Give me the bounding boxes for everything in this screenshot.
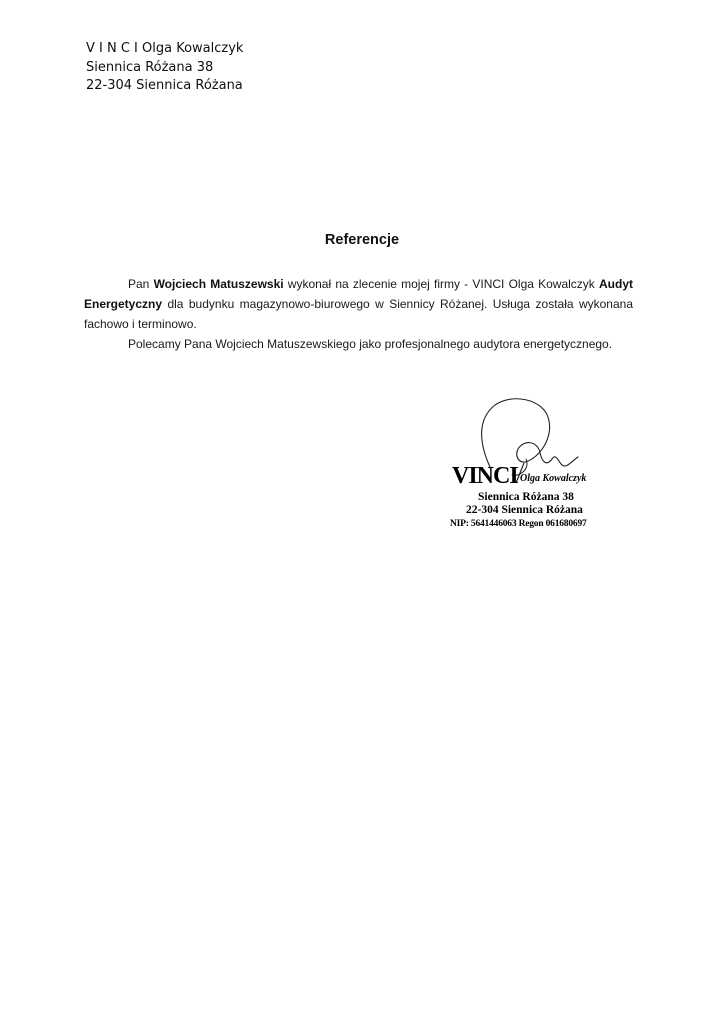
text-run: Pan — [128, 277, 154, 291]
paragraph-1 — [84, 274, 633, 334]
stamp-tax-ids: NIP: 5641446063 Regon 061680697 — [450, 519, 587, 529]
stamp-brand: VINCI — [452, 463, 518, 489]
letter-body — [84, 274, 633, 354]
sender-company: V I N C I Olga Kowalczyk — [86, 41, 244, 56]
document-title: Referencje — [324, 232, 400, 248]
stamp-city: 22-304 Siennica Różana — [466, 504, 583, 516]
sender-city: 22-304 Siennica Różana — [86, 78, 243, 93]
auditor-name: Wojciech Matuszewski — [153, 277, 284, 291]
stamp-owner: Olga Kowalczyk — [520, 473, 587, 484]
paragraph-2: Polecamy Pana Wojciech Matuszewskiego jako profesjonalnego audytora energetycznego. — [128, 337, 613, 351]
company-stamp — [450, 395, 630, 545]
stamp-street: Siennica Różana 38 — [478, 491, 574, 503]
text-run: dla budynku magazynowo-biurowego w Siennicy Różanej. Usługa została wykonana fachowo i terminowo. — [84, 297, 633, 331]
service-name: Audyt Energetyczny — [84, 277, 634, 311]
sender-street: Siennica Różana 38 — [86, 59, 214, 75]
text-run: wykonał na zlecenie mojej firmy - VINCI Olga Kowalczyk — [283, 277, 600, 291]
sender-address-block — [86, 40, 243, 96]
